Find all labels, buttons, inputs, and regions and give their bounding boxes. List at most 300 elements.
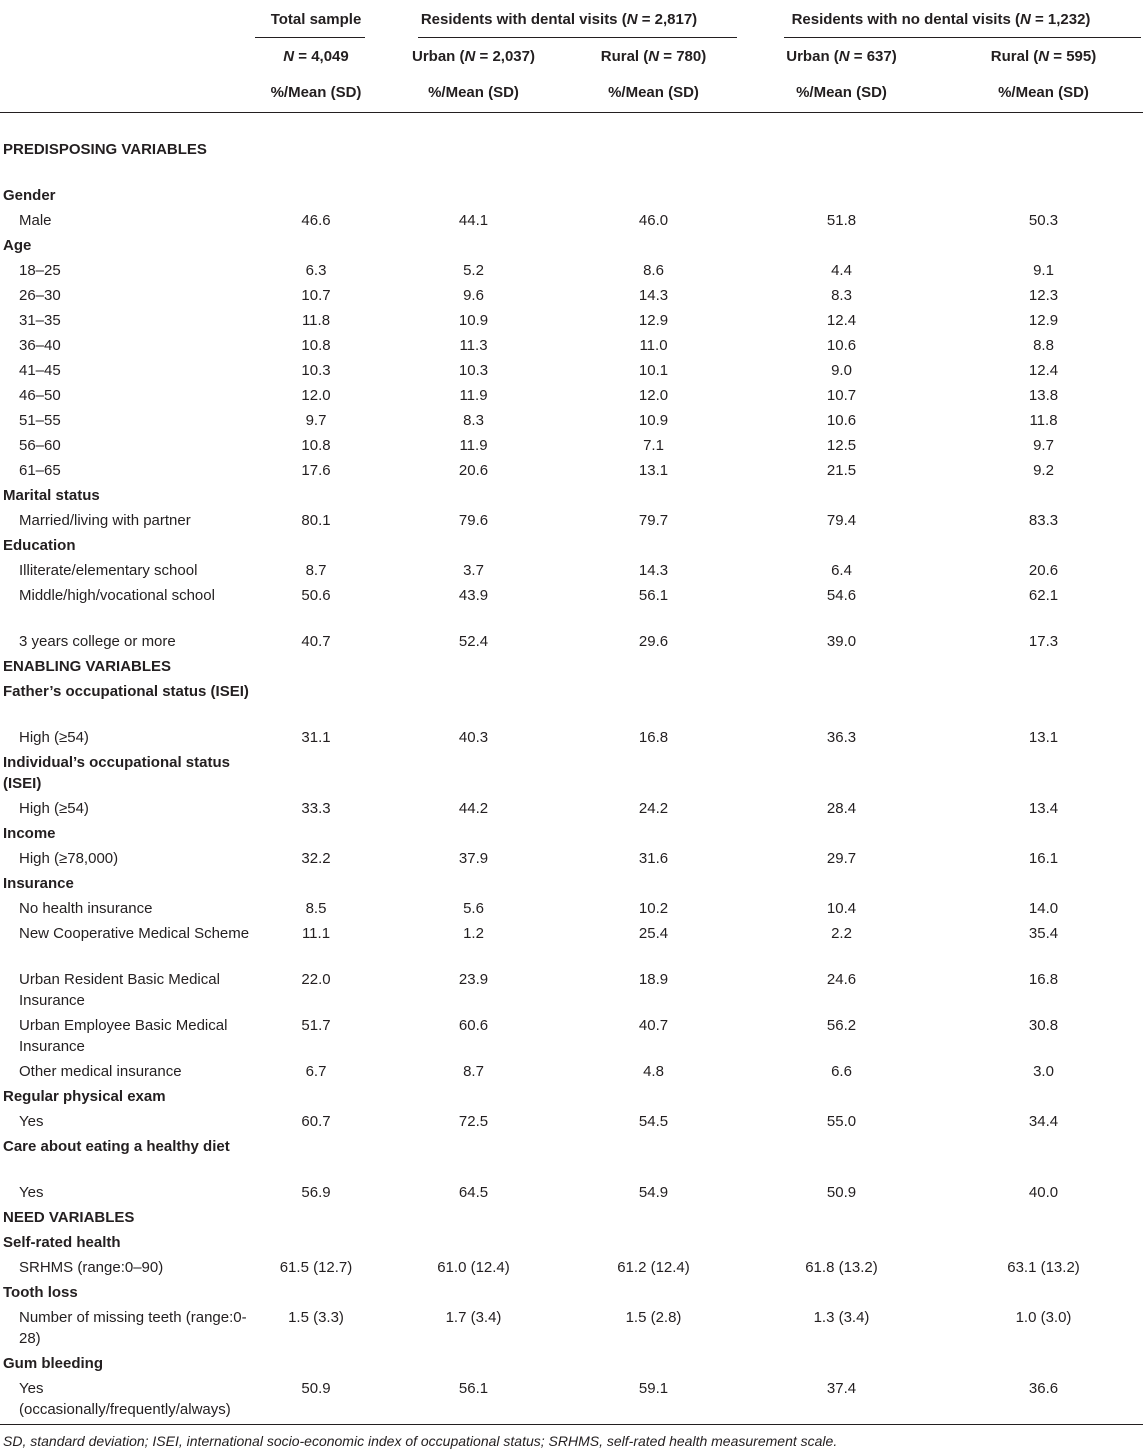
cell-value [253,483,379,508]
row-label: SRHMS (range:0–90) [19,1259,164,1276]
cell-value [253,871,379,896]
cell-value: 5.6 [463,900,484,917]
cell-value: 79.7 [638,512,669,529]
header-stat-total: %/Mean (SD) [253,74,379,112]
cell-value: 6.7 [305,1063,327,1080]
cell-value: 50.6 [301,587,331,604]
row-label: Urban Employee Basic Medical Insurance [19,1017,228,1055]
cell-value: 17.6 [301,462,331,479]
table-body [0,112,1143,1425]
header-group-visits-label: Residents with dental visits (N = 2,817) [420,10,698,28]
cell-value: 8.7 [305,562,327,579]
cell-value [568,679,739,725]
cell-value: 3.7 [463,562,484,579]
table-row [0,921,1143,967]
cell-value [739,137,944,183]
cell-value: 1.3 (3.4) [813,1309,870,1326]
cell-value: 23.9 [458,971,489,988]
table-row [0,333,1143,358]
cell-value: 10.6 [826,412,857,429]
table-row [0,458,1143,483]
cell-value: 20.6 [458,462,489,479]
cell-value [253,233,379,258]
cell-value: 36.6 [944,1376,1143,1425]
cell-value [379,679,568,725]
cell-value [379,1205,568,1230]
cell-value [739,679,944,725]
cell-value: 4.8 [643,1063,664,1080]
header-urban-visits: Urban (N = 2,037) [412,47,535,65]
cell-value: 10.4 [826,900,857,917]
cell-value [739,1230,944,1255]
cell-value [568,137,739,183]
cell-value [944,679,1143,725]
category-label: Individual’s occupational status (ISEI) [3,754,230,792]
header-blank-3 [0,74,253,112]
cell-value: 10.8 [301,437,331,454]
table-row [0,967,1143,1013]
cell-value [568,183,739,208]
table-row [0,358,1143,383]
cell-value: 8.6 [643,262,664,279]
cell-value [568,533,739,558]
cell-value: 18.9 [638,971,669,988]
category-row [0,533,1143,558]
cell-value [944,233,1143,258]
header-total-sample [253,0,379,38]
category-row [0,483,1143,508]
header-blank-2 [0,38,253,74]
row-label: 46–50 [19,387,61,404]
cell-value: 35.4 [1028,925,1059,942]
cell-value [253,183,379,208]
cell-value: 29.7 [826,850,857,867]
cell-value [568,233,739,258]
cell-value [253,654,379,679]
cell-value [739,483,944,508]
header-stat-rural-visits: %/Mean (SD) [568,74,739,112]
cell-value [739,750,944,796]
cell-value: 34.4 [1028,1113,1059,1130]
table-row [0,725,1143,750]
category-row [0,233,1143,258]
cell-value [379,654,568,679]
cell-value: 28.4 [826,800,857,817]
cell-value: 31.6 [638,850,669,867]
header-total-sample-label: Total sample [270,10,362,28]
table-row [0,408,1143,433]
cell-value: 37.4 [739,1376,944,1425]
header-rural-visits: Rural (N = 780) [600,47,707,65]
row-label: New Cooperative Medical Scheme [19,925,250,942]
table-row [0,258,1143,283]
cell-value: 16.8 [638,729,669,746]
cell-value: 31.1 [301,729,331,746]
cell-value: 3.0 [1033,1063,1054,1080]
cell-value: 44.2 [458,800,489,817]
cell-value: 9.2 [1033,462,1054,479]
category-label: Gum bleeding [3,1355,104,1372]
category-label: ENABLING VARIABLES [3,658,172,675]
cell-value: 13.1 [638,462,669,479]
cell-value [739,1134,944,1180]
cell-value [379,750,568,796]
cell-value: 60.6 [458,1017,489,1034]
cell-value [379,1351,568,1376]
cell-value: 10.6 [826,337,857,354]
cell-value [944,871,1143,896]
cell-value: 83.3 [1028,512,1059,529]
cell-value: 20.6 [1028,562,1059,579]
cell-value: 54.6 [826,587,857,604]
cell-value: 9.7 [1033,437,1054,454]
cell-value: 61.5 (12.7) [279,1259,353,1276]
row-label: Urban Resident Basic Medical Insurance [19,971,220,1009]
cell-value: 16.8 [1028,971,1059,988]
cell-value: 43.9 [458,587,489,604]
row-label: 51–55 [19,412,61,429]
category-label: Insurance [3,875,74,892]
cell-value: 59.1 [568,1376,739,1425]
cell-value [568,1230,739,1255]
cell-value: 29.6 [638,633,669,650]
row-label: 41–45 [19,362,61,379]
cell-value: 11.0 [639,337,668,354]
cell-value [568,483,739,508]
cell-value [739,1084,944,1109]
cell-value: 2.2 [831,925,852,942]
cell-value: 52.4 [458,633,489,650]
cell-value [568,1351,739,1376]
table-row [0,583,1143,629]
category-label: Age [3,237,32,254]
cell-value: 8.3 [463,412,484,429]
cell-value [739,233,944,258]
cell-value: 9.1 [1033,262,1054,279]
cell-value [568,871,739,896]
header-stat-rural-novisits: %/Mean (SD) [944,74,1143,112]
cell-value: 54.5 [638,1113,669,1130]
cell-value: 8.3 [831,287,852,304]
row-label: 26–30 [19,287,61,304]
category-row [0,750,1143,796]
cell-value: 10.1 [638,362,669,379]
row-label: 31–35 [19,312,61,329]
cell-value [944,750,1143,796]
cell-value [944,533,1143,558]
category-row [0,137,1143,183]
cell-value: 40.0 [1028,1184,1059,1201]
cell-value: 1.5 (3.3) [288,1309,344,1326]
cell-value [944,1134,1143,1180]
cell-value [379,483,568,508]
table-row [0,433,1143,458]
cell-value: 63.1 (13.2) [1007,1259,1080,1276]
row-label: Illiterate/elementary school [19,562,198,579]
cell-value: 80.1 [301,512,331,529]
category-label: Father’s occupational status (ISEI) [3,683,249,700]
cell-value: 61.8 (13.2) [805,1259,878,1276]
table-footnote: SD, standard deviation; ISEI, international socio-economic index of occupational status; SRHMS, self-rated health measurement scale. [3,1433,838,1449]
cell-value [379,233,568,258]
cell-value [944,821,1143,846]
category-row [0,679,1143,725]
cell-value: 6.3 [305,262,327,279]
cell-value: 10.9 [458,312,489,329]
cell-value [739,1205,944,1230]
cell-value: 36.3 [826,729,857,746]
cell-value: 33.3 [301,800,331,817]
category-label: Self-rated health [3,1234,121,1251]
row-label: High (≥78,000) [19,850,119,867]
category-label: NEED VARIABLES [3,1209,135,1226]
cell-value: 24.6 [826,971,857,988]
cell-value: 46.6 [301,212,331,229]
row-label: Yes [19,1113,44,1130]
table-header [0,0,1143,112]
cell-value [253,1084,379,1109]
cell-value: 9.7 [305,412,327,429]
cell-value [253,679,379,725]
cell-value: 12.4 [1028,362,1059,379]
cell-value: 60.7 [301,1113,331,1130]
header-stat-urban-novisits: %/Mean (SD) [739,74,944,112]
header-urban-novisits: Urban (N = 637) [786,47,897,65]
cell-value: 1.7 (3.4) [445,1309,502,1326]
table-row [0,383,1143,408]
cell-value: 10.9 [638,412,669,429]
cell-value: 11.1 [301,925,331,942]
cell-value [944,137,1143,183]
cell-value [739,821,944,846]
cell-value: 8.5 [305,900,327,917]
cell-value: 30.8 [1028,1017,1059,1034]
table-row [0,1305,1143,1351]
cell-value: 14.3 [638,287,669,304]
cell-value: 13.8 [1028,387,1059,404]
category-row [0,654,1143,679]
table-row [0,308,1143,333]
cell-value: 10.7 [826,387,857,404]
cell-value: 79.6 [458,512,489,529]
cell-value: 10.7 [301,287,331,304]
cell-value: 6.4 [831,562,852,579]
table-row [0,629,1143,654]
cell-value [379,871,568,896]
category-row [0,1205,1143,1230]
cell-value [379,821,568,846]
cell-value: 32.2 [301,850,331,867]
cell-value [739,533,944,558]
cell-value [253,1351,379,1376]
cell-value: 56.1 [638,587,669,604]
cell-value: 50.9 [826,1184,857,1201]
category-row [0,1280,1143,1305]
header-blank [0,0,253,38]
table-row [0,1180,1143,1205]
cell-value: 79.4 [826,512,857,529]
cell-value: 11.3 [459,337,488,354]
category-label: Income [3,825,56,842]
cell-value: 12.9 [638,312,669,329]
cell-value [379,183,568,208]
category-label: Gender [3,187,56,204]
cell-value: 10.8 [301,337,331,354]
cell-value: 72.5 [458,1113,489,1130]
table-row [0,208,1143,233]
cell-value: 50.9 [253,1376,379,1425]
cell-value [944,483,1143,508]
header-n-total: N = 4,049 [283,47,349,65]
category-label: Marital status [3,487,100,504]
cell-value: 50.3 [1028,212,1059,229]
cell-value [739,654,944,679]
table-row [0,1109,1143,1134]
cell-value: 24.2 [638,800,669,817]
table-row [0,558,1143,583]
cell-value: 10.2 [638,900,669,917]
cell-value [944,1084,1143,1109]
category-row [0,1351,1143,1376]
table-row [0,1013,1143,1059]
cell-value [253,137,379,183]
table-row [0,508,1143,533]
category-label: PREDISPOSING VARIABLES [3,141,207,158]
category-row [0,1134,1143,1180]
cell-value: 1.2 [463,925,484,942]
row-label: High (≥54) [19,800,89,817]
category-label: Tooth loss [3,1284,78,1301]
cell-value [944,183,1143,208]
cell-value: 1.0 (3.0) [1015,1309,1072,1326]
cell-value [944,654,1143,679]
cell-value: 8.8 [1033,337,1054,354]
cell-value: 11.8 [301,312,331,329]
cell-value [739,1280,944,1305]
cell-value: 56.9 [301,1184,331,1201]
cell-value: 11.8 [1029,412,1058,429]
cell-value: 16.1 [1028,850,1059,867]
cell-value [739,183,944,208]
cell-value [379,1230,568,1255]
cell-value [253,1230,379,1255]
cell-value: 12.0 [638,387,669,404]
cell-value: 14.0 [1028,900,1059,917]
cell-value: 37.9 [458,850,489,867]
cell-value: 51.8 [826,212,857,229]
row-label: 56–60 [19,437,61,454]
table-row [0,796,1143,821]
cell-value: 62.1 [1028,587,1059,604]
cell-value: 12.4 [826,312,857,329]
cell-value: 40.7 [301,633,331,650]
cell-value [568,1280,739,1305]
cell-value: 61.0 (12.4) [437,1259,510,1276]
cell-value [568,654,739,679]
cell-value: 13.1 [1028,729,1059,746]
cell-value [253,1134,379,1180]
cell-value: 9.6 [463,287,484,304]
cell-value: 44.1 [458,212,489,229]
cell-value: 1.5 (2.8) [625,1309,682,1326]
row-label: 3 years college or more [19,633,176,650]
row-label: High (≥54) [19,729,89,746]
row-label: 18–25 [19,262,61,279]
cell-value: 17.3 [1028,633,1059,650]
cell-value: 9.0 [831,362,852,379]
cell-value: 40.3 [458,729,489,746]
cell-value [944,1351,1143,1376]
category-row [0,1084,1143,1109]
cell-value: 40.7 [638,1017,669,1034]
cell-value: 11.9 [459,387,488,404]
row-label: Yes [19,1184,44,1201]
cell-value: 39.0 [826,633,857,650]
cell-value [568,1084,739,1109]
cell-value: 61.2 (12.4) [617,1259,690,1276]
cell-value [568,1205,739,1230]
cell-value: 21.5 [826,462,857,479]
table-row [0,283,1143,308]
cell-value [379,1134,568,1180]
cell-value [253,750,379,796]
header-stat-urban-visits: %/Mean (SD) [379,74,568,112]
cell-value [379,1084,568,1109]
row-label: No health insurance [19,900,153,917]
cell-value [944,1280,1143,1305]
header-rural-novisits: Rural (N = 595) [990,47,1097,65]
cell-value: 54.9 [638,1184,669,1201]
cell-value: 56.2 [826,1017,857,1034]
cell-value [379,533,568,558]
header-group-novisits [739,0,1143,38]
cell-value [568,821,739,846]
table-row [0,1376,1143,1425]
header-group-novisits-label: Residents with no dental visits (N = 1,232) [791,10,1091,28]
row-label: 61–65 [19,462,61,479]
row-label: Married/living with partner [19,512,191,529]
cell-value: 4.4 [831,262,852,279]
cell-value: 5.2 [463,262,484,279]
category-label: Care about eating a healthy diet [3,1138,230,1155]
cell-value [253,1205,379,1230]
cell-value: 10.3 [458,362,489,379]
cell-value: 46.0 [638,212,669,229]
cell-value [253,533,379,558]
cell-value: 56.1 [379,1376,568,1425]
cell-value: 11.9 [459,437,488,454]
row-label: Yes (occasionally/frequently/always) [0,1376,253,1425]
cell-value: 25.4 [638,925,669,942]
category-label: Regular physical exam [3,1088,166,1105]
category-row [0,1230,1143,1255]
cell-value: 13.4 [1028,800,1059,817]
row-label: Middle/high/vocational school [19,587,215,604]
table-row [0,846,1143,871]
cell-value [253,1280,379,1305]
cell-value: 7.1 [643,437,664,454]
cell-value: 14.3 [638,562,669,579]
cell-value [568,750,739,796]
row-label: Male [19,212,52,229]
cell-value [944,1230,1143,1255]
table-row [0,896,1143,921]
table-row [0,1255,1143,1280]
cell-value [739,1351,944,1376]
cell-value [944,1205,1143,1230]
cell-value [739,871,944,896]
cell-value: 12.9 [1028,312,1059,329]
